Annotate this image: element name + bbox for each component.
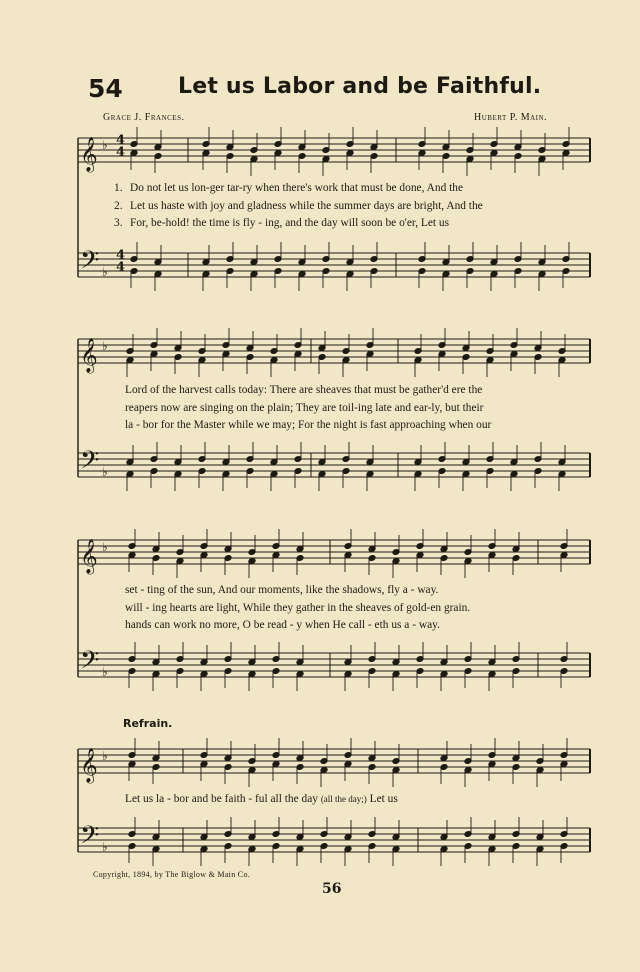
lyric-text: Let us la - bor and be faith - ful all the day: [125, 793, 318, 805]
flat-icon: ♭: [102, 138, 108, 152]
lyric-line: [114, 180, 584, 198]
hymn-number: 54: [88, 74, 123, 103]
lyric-line: reapers now are singing on the plain; They are toil-ing late and ear-ly, but their: [125, 401, 484, 414]
hymn-title: Let us Labor and be Faithful.: [178, 74, 542, 99]
flat-icon: ♭: [102, 465, 108, 479]
lyric-tail: Let us: [369, 793, 398, 805]
lyric-line: Lord of the harvest calls today: There are sheaves that must be gather'd ere the: [125, 384, 483, 396]
bass-clef-icon: 𝄢: [80, 646, 100, 681]
flat-icon: ♭: [102, 840, 108, 854]
bass-clef-icon: 𝄢: [80, 246, 100, 281]
lyric-text: Let us haste with joy and gladness while the summer days are bright, And the: [130, 199, 483, 212]
author-credit: Grace J. Frances.: [103, 112, 185, 123]
bass-clef-icon: 𝄢: [80, 446, 100, 481]
flat-icon: ♭: [102, 749, 108, 763]
lyrics-refrain: [125, 791, 595, 809]
treble-clef-icon: 𝄞: [80, 338, 98, 373]
lyrics-system-3: [125, 582, 595, 635]
lyric-line: set - ting of the sun, And our moments, like the shadows, fly a - way.: [125, 584, 439, 596]
treble-clef-icon: 𝄞: [80, 748, 98, 783]
verse-number: 3.: [114, 217, 123, 229]
lyric-text: For, be-hold! the time is fly - ing, and the day will soon be o'er, Let us: [130, 217, 450, 229]
composer-credit: Hubert P. Main.: [474, 112, 548, 123]
lyric-line: la - bor for the Master while we may; For the night is fast approaching when our: [125, 419, 492, 431]
time-signature-digit: 4: [116, 133, 126, 148]
lyrics-system-2: [125, 382, 595, 435]
copyright-notice: Copyright, 1894, by The Biglow & Main Co.: [93, 870, 251, 879]
refrain-label: Refrain.: [123, 717, 173, 730]
flat-icon: ♭: [102, 540, 108, 554]
lyric-line: [114, 215, 584, 233]
lyric-aside: (all the day;): [320, 794, 367, 804]
treble-clef-icon: 𝄞: [80, 137, 98, 172]
lyric-line: will - ing hearts are light, While they gather in the sheaves of gold-en grain.: [125, 601, 471, 614]
lyric-line: hands can work no more, O be read - y when He call - eth us a - way.: [125, 619, 440, 631]
flat-icon: ♭: [102, 339, 108, 353]
time-signature-digit: 4: [116, 145, 126, 160]
flat-icon: ♭: [102, 265, 108, 279]
treble-clef-icon: 𝄞: [80, 539, 98, 574]
lyrics-system-1: [114, 180, 584, 233]
verse-number: 2.: [114, 199, 123, 212]
page-number: 56: [322, 881, 342, 897]
lyric-line: [125, 791, 595, 809]
time-signature-digit: 4: [116, 248, 126, 263]
lyric-line: [114, 198, 584, 216]
verse-number: 1.: [114, 182, 123, 194]
lyric-text: Do not let us lon-ger tar-ry when there's work that must be done, And the: [130, 182, 464, 194]
flat-icon: ♭: [102, 665, 108, 679]
bass-clef-icon: 𝄢: [80, 821, 100, 856]
time-signature-digit: 4: [116, 260, 126, 275]
